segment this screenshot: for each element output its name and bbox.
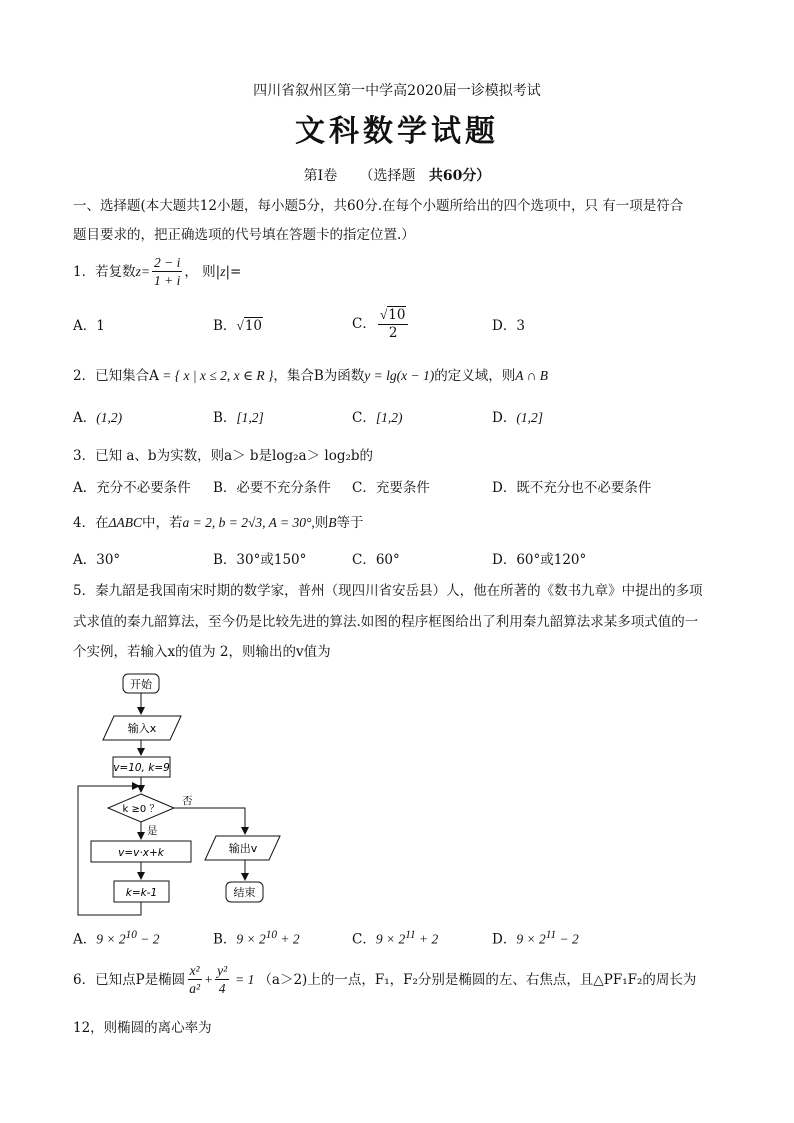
flow-input-label: 输入x	[127, 722, 157, 735]
flow-no-arrow	[174, 808, 245, 834]
flow-no-label: 否	[182, 795, 193, 807]
q3-option-c: C．充要条件	[352, 480, 430, 496]
q5-option-d-label: D．	[492, 931, 517, 948]
q4-triangle: ΔABC	[108, 515, 143, 530]
section-desc: （选择题	[359, 168, 416, 184]
q4-conditions: a = 2, b = 2√3, A = 30°,	[182, 515, 315, 530]
q1-var-z2: z	[220, 263, 226, 279]
q6-text2: （a＞2)上的一点，F₁，F₂分别是椭圆的左、右焦点，且△PF₁F₂的周长为	[258, 971, 697, 988]
q4-var-b: B	[328, 515, 337, 530]
q1-option-c-fraction: $\frac{√10}{2}$	[378, 306, 409, 342]
q2-intersection: A ∩ B	[515, 368, 548, 383]
q3-option-b: B．必要不充分条件	[213, 480, 331, 496]
q1-option-c-radicand: 10	[388, 307, 406, 323]
q4-option-d: D．60°或120°	[492, 552, 587, 568]
q5-option-a-exp: 10	[125, 929, 137, 941]
flow-end-label: 结束	[233, 886, 256, 899]
q2-function: y = lg(x − 1)	[364, 368, 435, 383]
q5-option-d	[492, 926, 579, 949]
q6-fraction-y-num: y²	[217, 963, 228, 978]
q2-option-c-value: [1,2)	[375, 410, 403, 425]
q2-set: = { x | x ≤ 2, x ∈ R }	[158, 368, 274, 383]
q5-option-d-base: 9 × 2	[516, 931, 546, 947]
q1-option-b-label: B．	[213, 318, 237, 334]
q4-option-c: C．60°	[352, 552, 400, 568]
q5-option-b-tail: + 2	[277, 931, 300, 947]
question-5-line2: 式求值的秦九韶算法，至今仍是比较先进的算法.如图的程序框图给出了利用秦九韶算法求某多项式值的一	[73, 614, 699, 630]
q1-suffix: ， 则|	[184, 263, 221, 280]
q5-option-a-tail: − 2	[136, 931, 160, 947]
question-4	[73, 514, 364, 532]
q1-option-c-label: C．	[352, 316, 376, 332]
q5-option-a-label: A．	[73, 931, 97, 948]
q2-option-a-label: A．	[73, 410, 97, 426]
q6-fraction-x-den: a²	[189, 981, 200, 996]
q2-option-a	[73, 409, 122, 427]
q6-fraction-x	[187, 962, 202, 997]
instructions-line2: 题目要求的，把正确选项的代号填在答题卡的指定位置.）	[73, 227, 415, 243]
q5-option-a-base: 9 × 2	[96, 931, 126, 947]
q5-option-b-label: B．	[213, 931, 237, 948]
q1-option-b-radicand: 10	[244, 318, 263, 334]
q2-option-c	[352, 409, 402, 427]
q1-denominator: 1 + i	[153, 273, 181, 288]
question-6-line2: 12，则椭圆的离心率为	[73, 1020, 212, 1036]
flowchart	[70, 670, 310, 920]
q5-option-b-base: 9 × 2	[236, 931, 266, 947]
q3-option-a: A．充分不必要条件	[73, 480, 191, 496]
q5-option-c-exp: 11	[405, 929, 416, 941]
q1-numerator: 2 − i	[153, 255, 181, 270]
q5-option-c	[352, 926, 438, 949]
q4-text2: 中，若	[142, 515, 183, 531]
q5-option-b-exp: 10	[265, 929, 278, 941]
instructions-line1: 一、选择题(本大题共12小题，每小题5分，共60分.在每个小题所给出的四个选项中，只 有一项是符合	[73, 198, 684, 214]
question-6	[73, 962, 696, 997]
q1-fraction	[152, 254, 182, 289]
question-5-line3: 个实例，若输入x的值为 2，则输出的v值为	[73, 644, 331, 660]
q3-option-d: D．既不充分也不必要条件	[492, 480, 652, 496]
q1-option-a: A．1	[73, 318, 105, 334]
q5-option-c-label: C．	[352, 931, 376, 948]
q1-prefix: 1．若复数	[73, 263, 136, 280]
q2-option-d-label: D．	[492, 410, 517, 426]
flow-yes-label: 是	[147, 825, 158, 837]
q1-option-d: D．3	[492, 318, 525, 334]
question-1	[73, 254, 241, 289]
q4-option-a: A．30°	[73, 552, 121, 568]
q1-suffix2: |=	[225, 263, 242, 280]
q5-option-b	[213, 926, 300, 949]
q2-text2: ，集合B为函数	[273, 368, 365, 384]
question-2	[73, 367, 548, 385]
q2-text1: 2．已知集合A	[73, 368, 159, 384]
q6-equals: = 1	[235, 971, 255, 987]
q2-option-b-label: B．	[213, 410, 237, 426]
q4-text4: 等于	[336, 515, 364, 531]
q6-fraction-y	[215, 962, 229, 997]
section-part: 第Ⅰ卷	[303, 168, 338, 184]
flow-update-v-label: v=v·x+k	[118, 847, 164, 859]
flow-init-label: v=10, k=9	[113, 762, 170, 774]
q6-text1: 6．已知点P是椭圆	[73, 971, 186, 988]
flow-start-label: 开始	[130, 678, 152, 691]
q6-plus: +	[204, 971, 214, 987]
q6-fraction-y-den: 4	[218, 981, 226, 996]
q2-option-a-value: (1,2)	[96, 410, 123, 425]
q1-option-c	[352, 306, 410, 342]
exam-header: 四川省叙州区第一中学高2020届一诊模拟考试	[253, 83, 541, 99]
section-heading	[0, 165, 794, 185]
q4-option-b: B．30°或150°	[213, 552, 307, 568]
section-score: 共60分）	[428, 168, 491, 184]
q5-option-c-tail: + 2	[415, 931, 439, 947]
q2-option-b	[213, 409, 264, 427]
question-5-line1: 5．秦九韶是我国南宋时期的数学家，普州（现四川省安岳县）人，他在所著的《数书九章》中提出的多项	[73, 583, 703, 599]
q1-equals: =	[140, 263, 150, 279]
question-3: 3．已知 a、b为实数，则a＞ b是log₂a＞ log₂b的	[73, 448, 374, 464]
q6-fraction-x-num: x²	[189, 963, 200, 978]
q5-option-d-tail: − 2	[556, 931, 579, 947]
flow-output-label: 输出v	[228, 842, 258, 855]
q5-option-a	[73, 926, 160, 949]
q4-text1: 4．在	[73, 515, 109, 531]
q1-option-b: B．√10	[213, 318, 263, 334]
q2-option-d	[492, 409, 543, 427]
q5-option-c-base: 9 × 2	[375, 931, 406, 947]
q2-option-d-value: (1,2]	[516, 410, 543, 425]
q5-option-d-exp: 11	[545, 929, 557, 941]
flow-decision-label: k ≥0 ？	[122, 804, 160, 815]
q2-option-b-value: [1,2]	[236, 410, 264, 425]
q1-option-c-den: 2	[388, 325, 398, 341]
q2-text3: 的定义域，则	[434, 368, 516, 384]
q2-option-c-label: C．	[352, 410, 376, 426]
flow-update-k-label: k=k-1	[125, 887, 158, 899]
exam-title: 文科数学试题	[295, 114, 499, 149]
q4-text3: 则	[314, 515, 329, 531]
q1-var-z: z	[135, 263, 141, 279]
